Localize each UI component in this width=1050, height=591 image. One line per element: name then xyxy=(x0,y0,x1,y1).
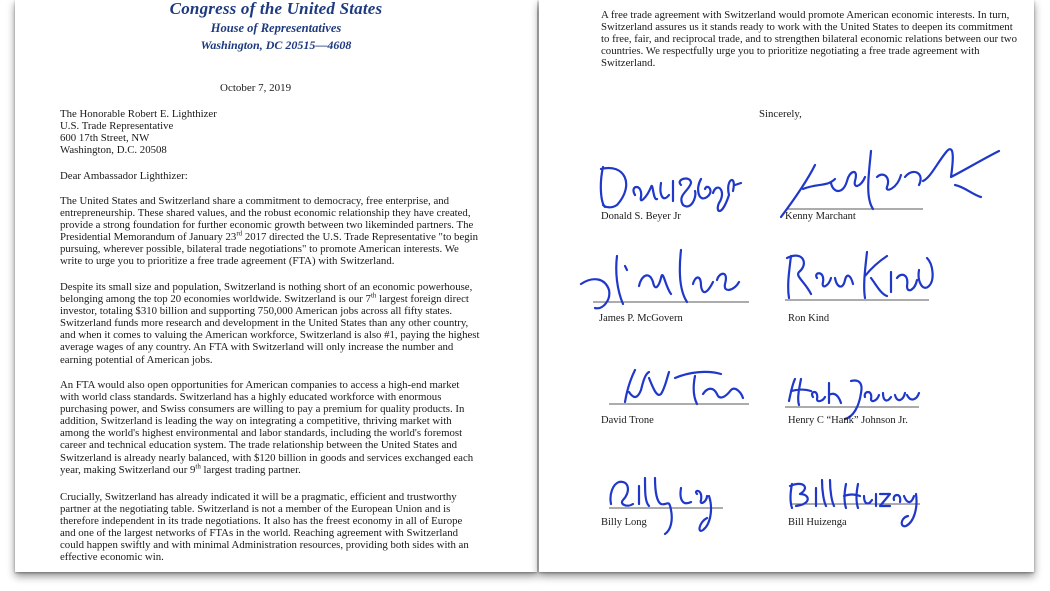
superscript: rd xyxy=(236,229,243,238)
signatory-name: David Trone xyxy=(601,415,654,426)
letter-date: October 7, 2019 xyxy=(220,82,292,94)
body-paragraph xyxy=(60,379,480,476)
signatory-name: Henry C “Hank” Johnson Jr. xyxy=(788,415,908,426)
paragraph-text: 2017 directed the U.S. Trade Representative "to begin pursuing, wherever possible, bilateral trade negotiations" to promote American interests. We write to urge you to prioritize a free trade agreement (FTA) with Switzerland. xyxy=(60,231,479,268)
signatory-name: Donald S. Beyer Jr xyxy=(601,211,681,222)
paragraph-text: Despite its small size and population, Switzerland is nothing short of an economic powerhouse, belonging among the top 20 economies worldwide. Switzerland is our 7 xyxy=(60,281,473,306)
body-paragraph: A free trade agreement with Switzerland would promote American economic interests. In turn, Switzerland assures us it stands ready to work with the United States to deepen its commitment to free, fair, and reciprocal trade, and to strengthen bilateral economic relations between our two countries. We respectfully urge you to prioritize negotiating a free trade agreement with Switzerland. xyxy=(601,9,1017,69)
letterhead-address: Washington, DC 20515—4608 xyxy=(200,38,352,52)
signatory-name: Kenny Marchant xyxy=(785,211,856,222)
signature-kind xyxy=(777,242,937,312)
recipient-street: 600 17th Street, NW xyxy=(60,132,150,145)
signatory-name: James P. McGovern xyxy=(599,313,683,324)
body-paragraph xyxy=(60,195,480,268)
recipient-name: The Honorable Robert E. Lighthizer xyxy=(60,108,217,120)
letterhead-chamber: House of Representatives xyxy=(210,21,342,35)
signatory-name: Ron Kind xyxy=(788,313,830,324)
recipient-block xyxy=(60,108,217,156)
paragraph-text: An FTA would also open opportunities for American companies to access a high-end market with world class standards. Switzerland has a highly educated workforce with enormous purchasing power, and Swiss consumers are willing to pay a premium for quality products. In addition, Switzerland is leading the way on integrating a competitive, thriving market with among the world's highest environmental and labor standards, including the world's foremost career and technical education system. The trade relationship between the United States and Switzerland is already nearly balanced, with $120 billion in goods and services exchanged each year, making Switzerland our 9 xyxy=(60,379,474,476)
paragraph-text: largest trading partner. xyxy=(200,463,301,476)
body-paragraph xyxy=(60,281,480,366)
letterhead-title: Congress of the United States xyxy=(169,0,383,18)
closing: Sincerely, xyxy=(759,108,802,120)
superscript: th xyxy=(370,291,377,300)
salutation: Dear Ambassador Lighthizer: xyxy=(60,170,188,182)
letter-page-1 xyxy=(15,0,537,572)
paragraph-text: largest foreign direct investor, totaling $310 billion and supporting 750,000 American jobs across all fifty states. Switzerland funds more research and development in the United States than any other country, and when it comes to valuing the American workforce, Switzerland is also #1, paying the highest average wages of any country. An FTA with Switzerland will only increase the number and earning potential of American jobs. xyxy=(60,293,480,366)
signatory-name: Billy Long xyxy=(601,517,647,528)
recipient-title: U.S. Trade Representative xyxy=(60,120,174,133)
body-paragraph: Crucially, Switzerland has already indicated it will be a pragmatic, efficient and trustworthy partner at the negotiating table. Switzerland is not a member of the European Union and is therefore independent in its trade negotiations. It also has the freest economy in all of Europe and one of the largest networks of FTAs in the world. Reaching agreement with Switzerland could happen swiftly and with minimal Administration resources, providing both sides with an effective economic win. xyxy=(60,491,469,564)
recipient-city: Washington, D.C. 20508 xyxy=(60,144,167,157)
signature-trone xyxy=(609,364,759,414)
signatory-name: Bill Huizenga xyxy=(788,517,847,528)
signature-long xyxy=(599,474,729,540)
superscript: th xyxy=(195,462,201,471)
paragraph-text: The United States and Switzerland share a commitment to democracy, free enterprise, and entrepreneurship. These shared values, and the robust economic relationship they have created, provide a strong foundation for further economic growth between two likeminded partners. The Presidential Memorandum of January 23 xyxy=(60,195,474,244)
letter-page-2 xyxy=(539,0,1034,572)
